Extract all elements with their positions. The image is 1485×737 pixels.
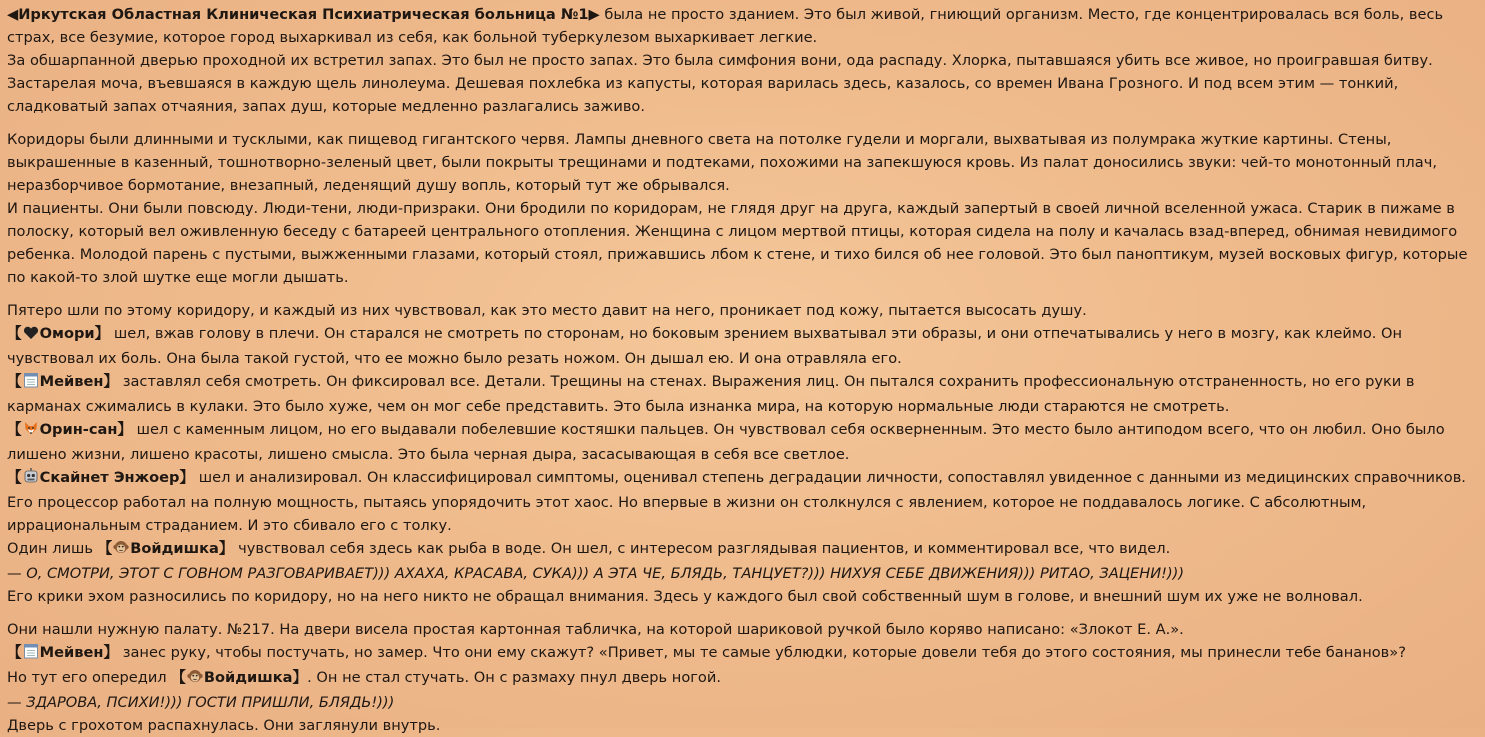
paragraph-echo: Его крики эхом разносились по коридору, но на него никто не обращал внимания. Здесь у каждого был свой собственный шум в голове, и внешний шум их уже не волновал. [7, 588, 1363, 605]
character-name-voidishka: Войдишка [203, 669, 293, 686]
shout-quote-2: — ЗДАРОВА, ПСИХИ!))) ГОСТИ ПРИШЛИ, БЛЯДЬ!))) [7, 694, 395, 711]
character-line-voidishka: Один лишь 【 Войдишка】 чувствовал себя здесь как рыба в воде. Он шел, с интересом разглядывая пациентов, и комментировал все, что видел. [7, 537, 1478, 562]
paragraph-corridors: Коридоры были длинными и тусклыми, как пищевод гигантского червя. Лампы дневного света на потолке гудели и моргали, выхватывая из полумрака жуткие картины. Стены, выкрашенные в казенный, тошнотворно-зеленый цвет, были покрыты трещинами и подтеками, похожими на запекшуюся кровь. Из палат доносились звуки: чей-то монотонный плач, неразборчивое бормотание, внезапный, леденящий душу вопль, который тут же обрывался. [7, 131, 1437, 194]
character-name-meiven: Мейвен [39, 373, 104, 390]
character-line-skynet: 【 Скайнет Энжоер】 шел и анализировал. Он классифицировал симптомы, оценивал степень деградации личности, сопоставлял увиденное с данными из медицинских справочников. Его процессор работал на полную мощность, пытаясь упорядочить этот хаос. Но впервые в жизни он столкнулся с явлением, которое не поддавалось логике. С абсолютным, иррациональным страданием. И это сбивало его с толку. [7, 469, 1466, 534]
paragraph-patients: И пациенты. Они были повсюду. Люди-тени, люди-призраки. Они бродили по коридорам, не глядя друг на друга, каждый запертый в своей личной вселенной ужаса. Старик в пижаме в полоску, который вел оживленную беседу с батареей центрального отопления. Женщина с лицом мертвой птицы, которая сидела на полу и качалась взад-вперед, обнимая невидимого ребенка. Молодой парень с пустыми, выжженными глазами, который стоял, прижавшись лбом к стене, и тихо бился об нее головой. Это был паноптикум, музей восковых фигур, которые по какой-то злой шутке еще могли дышать. [7, 200, 1468, 286]
character-line-meiven-2: 【 Мейвен】 занес руку, чтобы постучать, но замер. Что они ему скажут? «Привет, мы те самые ублюдки, которые довели тебя до этого состояния, мы принесли тебе бананов»? [7, 641, 1478, 666]
fox-icon [23, 420, 39, 443]
character-name-skynet: Скайнет Энжоер [39, 469, 180, 486]
character-name-omori: Омори [39, 325, 95, 342]
character-line-meiven: 【 Мейвен】 заставлял себя смотреть. Он фиксировал все. Детали. Трещины на стенах. Выражения лиц. Он пытался сохранить профессиональную отстраненность, но его руки в карманах сжимались в кулаки. Это было хуже, чем он мог себе представить. Это была изнанка мира, на которую нормальные люди стараются не смотреть. [7, 373, 1415, 415]
character-line-omori: 【 Омори】 шел, вжав голову в плечи. Он старался не смотреть по сторонам, но боковым зрением выхватывал эти образы, и они отпечатывались у него в мозгу, как клеймо. Он чувствовал их боль. Она была такой густой, что ее можно было резать ножом. Он дышал ею. И она отравляла его. [7, 325, 1403, 367]
notepad-icon [23, 643, 39, 666]
character-name-orin: Орин-сан [39, 421, 118, 438]
paragraph-five: Пятеро шли по этому коридору, и каждый из них чувствовал, как это место давит на него, проникает под кожу, пытается высосать душу. [7, 302, 1087, 319]
character-line-orin: 【 Орин-сан】 шел с каменным лицом, но его выдавали побелевшие костяшки пальцев. Он чувствовал себя оскверненным. Это место было антиподом всего, что он любил. Оно было лишено жизни, лишено красоты, лишено смысла. Это была черная дыра, засасывающая в себя все светлое. [7, 421, 1445, 463]
paragraph-door: Дверь с грохотом распахнулась. Они заглянули внутрь. [7, 717, 441, 734]
hospital-name: ◀Иркутская Областная Клиническая Психиатрическая больница №1▶ [7, 6, 600, 23]
character-name-meiven: Мейвен [39, 644, 104, 661]
monkey-icon [187, 668, 203, 691]
paragraph-intro: ◀Иркутская Областная Клиническая Психиатрическая больница №1▶ была не просто зданием. Это был живой, гниющий организм. Место, где концентрировалась вся боль, весь страх, все безумие, которое город выхаркивал из себя, как больной туберкулезом выхаркивает легкие. [7, 6, 1444, 46]
shout-quote-1: — О, СМОТРИ, ЭТОТ С ГОВНОМ РАЗГОВАРИВАЕТ))) АХАХА, КРАСАВА, СУКА))) А ЭТА ЧЕ, БЛЯДЬ, ТАНЦУЕТ?))) НИХУЯ СЕБЕ ДВИЖЕНИЯ))) РИТАО, ЗАЦЕНИ!))) [7, 565, 1185, 582]
robot-icon [23, 468, 39, 491]
paragraph-ward: Они нашли нужную палату. №217. На двери висела простая картонная табличка, на которой шариковой ручкой было коряво написано: «Злокот Е. А.». [7, 621, 1184, 638]
paragraph-smell: За обшарпанной дверью проходной их встретил запах. Это был не просто запах. Это была симфония вони, ода распаду. Хлорка, пытавшаяся убить все живое, но проигравшая битву. Застарелая моча, въевшаяся в каждую щель линолеума. Дешевая похлебка из капусты, которая варилась здесь, казалось, со времен Ивана Грозного. И под всем этим — тонкий, сладковатый запах отчаяния, запах душ, которые медленно разлагались заживо. [7, 52, 1433, 115]
black-heart-icon [23, 324, 39, 347]
notepad-icon [23, 372, 39, 395]
character-line-voidishka-2: Но тут его опередил 【 Войдишка】. Он не стал стучать. Он с размаху пнул дверь ногой. [7, 666, 1478, 691]
monkey-icon [113, 539, 129, 562]
character-name-voidishka: Войдишка [130, 540, 219, 557]
